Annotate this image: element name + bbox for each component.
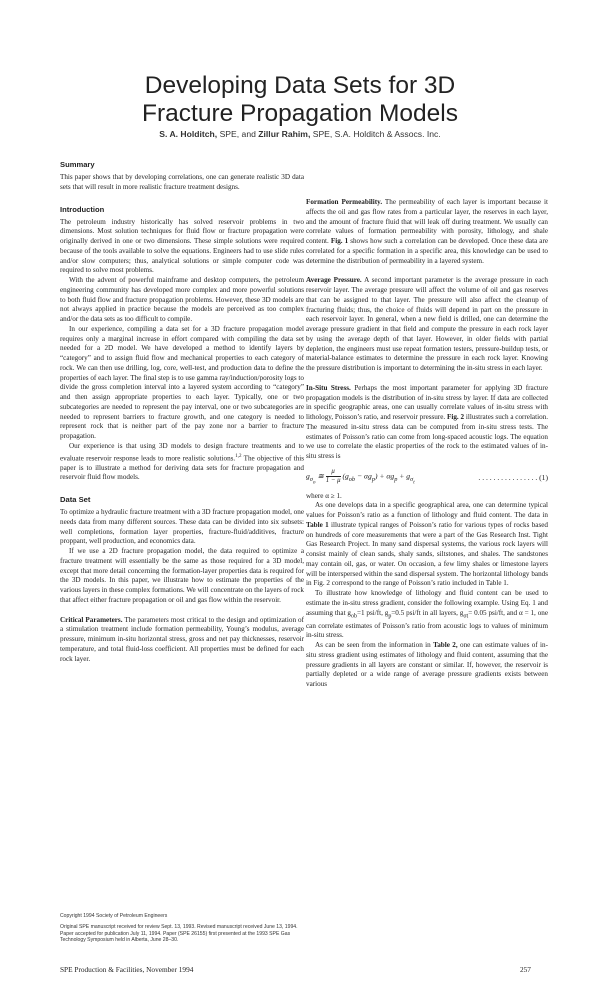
where-clause: where α ≥ 1. <box>306 491 342 500</box>
eq-lhs: g <box>306 471 310 480</box>
intro-p4-text-b: The objective of this paper is to illustrate a method for deriving data sets for fracture propagation and reservoir fluid flow models. <box>60 453 304 482</box>
permeability-text-b: shows how such a correlation can be developed. Once these data are correlated for a specific formation in a specific area, this knowledge can be used to determine the distribution of permeability in a layered system. <box>306 237 548 265</box>
eq-term-3: ) + αg <box>374 471 395 480</box>
introduction-paragraph-4 <box>60 442 304 483</box>
eq-fraction <box>326 468 341 485</box>
illustration-paragraph: To illustrate how knowledge of lithology and fluid content can be used to estimate the in-situ stress gradient, consider the following example. Using Eq. 1 and assuming that $g_{ob}=1$ psi/ft, $g_p=0.5$ psi/ft in all layers, $g_{\sigma t}= 0.05$ psi/ft, and α = 1, one can correlate estimates of Poisson’s ratio from acoustic logs to values of minimum in-situ stress. <box>306 589 549 640</box>
reference-superscript: 1,2 <box>235 453 242 459</box>
average-pressure-paragraph <box>306 276 548 374</box>
footnotes <box>60 913 304 948</box>
critical-parameters-paragraph <box>60 616 304 665</box>
permeability-runhead: Formation Permeability. <box>306 198 383 206</box>
page-number: 257 <box>520 965 531 974</box>
average-pressure-text: A second important parameter is the average pressure in each reservoir layer. The average pressure will affect the volume of oil and gas reserves that can be assigned to that layer. The pressure will also affect the cleanup of fracturing fluids; thus, the choice of fluids will depend in part on the pressure in each reservoir layer. In general, when a new field is drilled, one can determine the average pressure gradient in that field and compute the pressure in each rock layer by using the average depth of that layer. However, in older fields with partial depletion, the engineers must use repeat formation testers, pressure-buildup tests, or material-balance estimates to determine the pressure in each rock layer. Knowing the pressure distribution is important to determining the in-situ stress in each layer. <box>306 276 548 372</box>
title-line-2: Fracture Propagation Models <box>142 100 458 127</box>
introduction-paragraph-3: In our experience, compiling a data set for a 3D fracture propagation model requires only a marginal increase in effort compared with compiling the data set needed for a 2D model. We have developed a method to identify layers by “category” and to assign fluid flow and mechanical properties to each category of rock. We can then use drilling, log, core, well-test, and production data to define the properties of each layer. The final step is to use gamma ray/induction/porosity logs to divide the gross completion interval into a layered system according to “category” and then assign appropriate properties to each layer. Typically, one or two subcategories are needed to represent the pay interval, one or two subcategories are needed to represent barriers to fracture growth, and one category is needed to represent rock that is neither part of the pay zone nor a barrier to fracture propagation. <box>60 324 304 440</box>
introduction-heading: Introduction <box>60 204 105 214</box>
in-situ-stress-text-b: illustrates such a correlation. The measured in-situ stress data can be computed from in-situ stress tests. The estimates of Poisson’s ratio can come from long-spaced acoustic logs. The equation we use to correlate the elastic properties of the rock to the estimated values of in-situ stress is <box>306 413 548 460</box>
introduction-paragraph-2: With the advent of powerful mainframe and desktop computers, the petroleum engineering community has developed more complex and more powerful solutions to both fluid flow and fracture propagation problems. However, these 3D models are not always applied in practice because the models are perceived as too complex and/or the data sets as too difficult to compile. <box>60 276 304 323</box>
intro-p4-text-a: Our experience is that using 3D models to design fracture treatments and to evaluate reservoir response leads to more realistic solutions. <box>60 441 304 462</box>
author-1: S. A. Holditch, <box>159 129 218 139</box>
table-2-reference: Table 2, <box>433 641 458 650</box>
permeability-text-a: The permeability of each layer is important because it affects the oil and gas flow rates from a particular layer, the reserves in each layer, and the amount of fracture fluid that will leak off during treatment. We usually can correlate values of formation permeability with porosity, lithology, and shale content. <box>306 198 549 245</box>
summary-heading: Summary <box>60 160 95 169</box>
introduction-paragraph-1: The petroleum industry historically has solved reservoir problems in two dimensions. Most solution techniques for fluid flow or fracture propagation were originally derived in one or two dimensions. These simple solutions were required because of the tools available to solve the equations. Engineers had to use slide rules and/or slow computers; thus, analytical solutions or simple computer code was required to solve most problems. <box>60 217 304 275</box>
eq-denominator: 1 − μ <box>325 476 341 484</box>
title-line-1: Developing Data Sets for 3D <box>144 72 456 99</box>
poisson-text-a: As one develops data in a specific geographical area, one can determine typical values for Poisson’s ratio as a function of lithology and fluid content. The data in <box>306 501 548 520</box>
illus-text-a: To illustrate how knowledge of lithology and fluid content can be used to estimate the in-situ stress gradient, consider the following example. Using Eq. 1 and assuming that g <box>306 589 548 617</box>
poisson-text-b: illustrate typical ranges of Poisson’s ratio for various types of rocks based on hundreds of core measurements that were a part of the Gas Research Inst. Tight Gas Research Project. In many sand dispersal systems, the various rock layers will consist mainly of clean sands, shaly sands, siltstones, and shales. The sandstones may contain oil, gas, or water. On occasion, a few limy shales or limestone layers will be interspersed within the sand dispersal system. The horizontal lithology bands in Fig. 2 correspond to the range of Poisson’s ratio included in Table 1. <box>306 520 548 588</box>
eq-numerator: μ <box>326 468 341 477</box>
table2-text-a: As can be seen from the information in <box>315 641 434 650</box>
illus-text-b: =1 psi/ft, g <box>356 608 389 617</box>
critical-parameters-text: The parameters most critical to the design and optimization of a stimulation treatment include formation permeability, Young’s modulus, average pressure, minimum in-situ horizontal stress, gross and net pay thicknesses, reservoir temperature, and total fluid-loss coefficient. All properties must be defined for each rock layer. <box>60 615 304 663</box>
permeability-paragraph <box>306 198 548 266</box>
in-situ-stress-text-a: Perhaps the most important parameter for applying 3D fracture propagation models is the distribution of in-situ stress by layer. If data are collected in specific geographic areas, one can usually correlate values of in-situ stress with lithology, Poisson’s ratio, and reservoir pressure. <box>306 383 548 421</box>
in-situ-stress-paragraph <box>306 384 548 462</box>
eq-term-4: + g <box>397 471 411 480</box>
author-1-affiliation: SPE, and <box>217 129 259 139</box>
author-2-affiliation: SPE, S.A. Holditch & Assocs. Inc. <box>310 129 441 139</box>
author-2: Zillur Rahim, <box>258 129 311 139</box>
illus-text-c: =0.5 psi/ft in all layers, g <box>391 608 464 617</box>
eq-term-1: (g <box>342 471 349 480</box>
table-1-reference: Table 1 <box>306 520 329 529</box>
right-column <box>306 160 548 690</box>
authors-line <box>0 129 600 139</box>
table2-text-b: one can estimate values of in-situ stress gradient using estimates of lithology and fluid content, assuming that the pressure gradients in all layers are constant or similar. If, however, the reservoir is partially depleted or a wide range of average pressure gradients exists between various <box>306 641 548 689</box>
copyright-note: Copyright 1994 Society of Petroleum Engineers <box>60 913 168 919</box>
manuscript-note: Original SPE manuscript received for review Sept. 13, 1993. Revised manuscript received June 13, 1994. Paper accepted for publication July 11, 1994. Paper (SPE 26155) first presented at the 1993 SPE Gas Technology Symposium held in Alberta, June 28–30. <box>60 924 298 943</box>
illus-text-d: = 0.05 psi/ft, and α = 1, one can correlate estimates of Poisson’s ratio from acoustic logs to values of minimum in-situ stress. <box>306 608 549 640</box>
average-pressure-runhead: Average Pressure. <box>306 276 362 285</box>
table-2-paragraph <box>306 641 548 690</box>
fig-1-reference: Fig. 1 <box>330 237 349 245</box>
critical-parameters-runhead: Critical Parameters. <box>60 615 123 624</box>
data-set-paragraph-1: To optimize a hydraulic fracture treatment with a 3D fracture propagation model, one needs data from many different sources. These data can be divided into six subsets: well completions, formation layer properties, fracture-fluid/additives, fracture proppant, well production, and economics data. <box>60 508 304 546</box>
equation-number: . . . . . . . . . . . . . . . . (1) <box>478 472 548 482</box>
left-column <box>60 160 304 664</box>
journal-footer: SPE Production & Facilities, November 1994 <box>60 965 194 974</box>
in-situ-stress-runhead: In-Situ Stress. <box>306 383 351 392</box>
summary-text: This paper shows that by developing correlations, one can generate realistic 3D data sets that will result in more realistic fracture treatment designs. <box>60 173 304 191</box>
equation-body: $g_{\sigma_o}$ ≅ $\frac{\mu}{1 - \mu}$ $(g_{ob} - \alpha g_p) + \alpha g_p + g_{\sigma_t}$ <box>306 467 415 485</box>
eq-term-2: − αg <box>355 471 372 480</box>
data-set-heading: Data Set <box>60 495 91 505</box>
equation-1 <box>306 468 548 488</box>
paper-title <box>0 72 600 128</box>
fig-2-reference: Fig. 2 <box>447 413 465 421</box>
data-set-paragraph-2: If we use a 2D fracture propagation model, the data required to optimize a fracture treatment will essentially be the same as those required for a 3D model, except that more detail concerning the formation-layer properties data is required for the 3D models. In this paper, we illustrate how to estimate the properties of the various layers in these complex formations. We will concentrate on the layers of rock that affect either fracture propagation or oil and gas flow within the reservoir. <box>60 547 304 604</box>
poisson-data-paragraph <box>306 501 548 589</box>
